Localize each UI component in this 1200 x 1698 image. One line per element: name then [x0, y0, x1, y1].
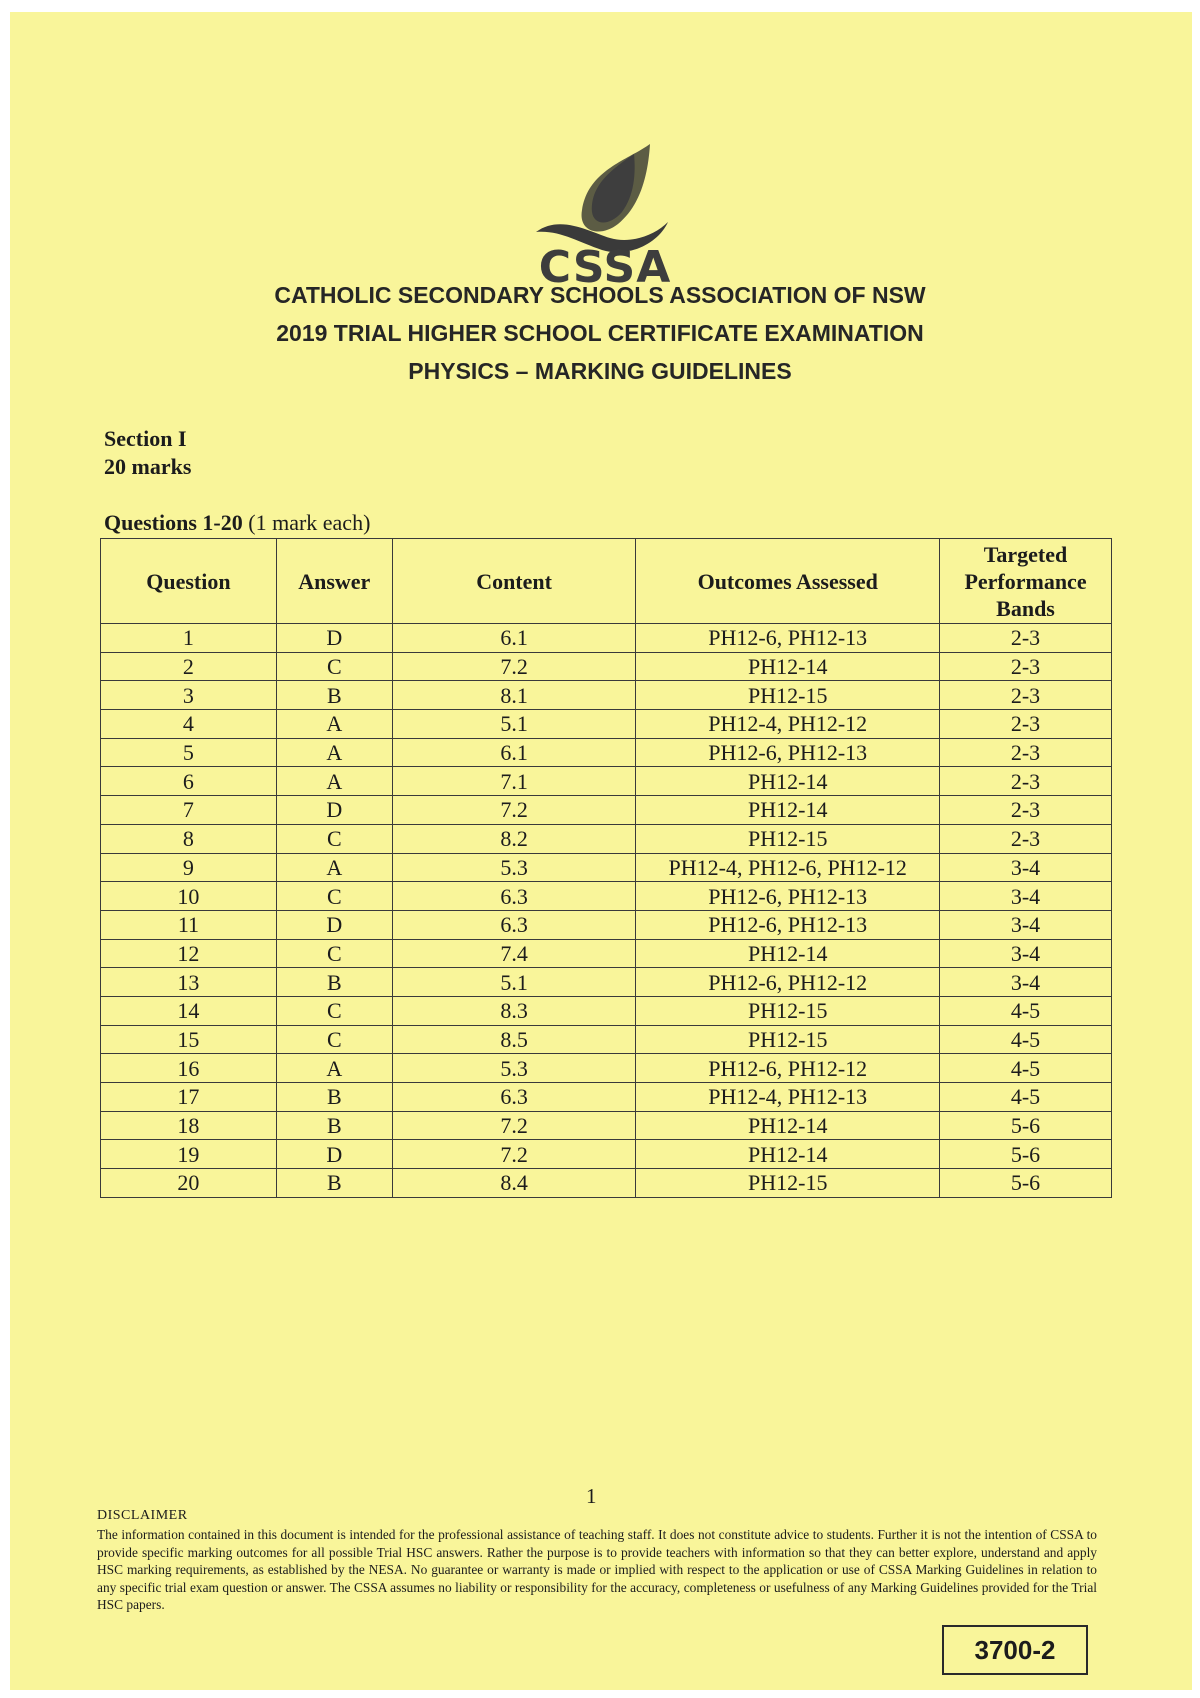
logo-wordmark: CSSA: [538, 242, 672, 293]
question-cell: 2: [101, 652, 277, 681]
content-cell: 7.2: [392, 796, 636, 825]
answer-cell: C: [276, 939, 392, 968]
content-cell: 8.4: [392, 1169, 636, 1198]
content-cell: 6.1: [392, 624, 636, 653]
header-content: Content: [392, 539, 636, 624]
bands-cell: 5-6: [940, 1169, 1112, 1198]
questions-caption: [104, 510, 370, 536]
answer-cell: B: [276, 968, 392, 997]
content-cell: 7.1: [392, 767, 636, 796]
answer-cell: A: [276, 738, 392, 767]
question-cell: 15: [101, 1025, 277, 1054]
outcomes-cell: PH12-4, PH12-12: [636, 710, 940, 739]
content-cell: 7.4: [392, 939, 636, 968]
outcomes-cell: PH12-4, PH12-6, PH12-12: [636, 853, 940, 882]
content-cell: 6.3: [392, 882, 636, 911]
table-row: [101, 939, 1112, 968]
answer-cell: C: [276, 996, 392, 1025]
question-cell: 11: [101, 910, 277, 939]
answer-cell: D: [276, 624, 392, 653]
content-cell: 5.1: [392, 968, 636, 997]
content-cell: 5.3: [392, 1054, 636, 1083]
content-cell: 6.3: [392, 910, 636, 939]
content-cell: 7.2: [392, 1111, 636, 1140]
table-row: [101, 1025, 1112, 1054]
outcomes-cell: PH12-15: [636, 996, 940, 1025]
bands-cell: 4-5: [940, 1054, 1112, 1083]
bands-cell: 3-4: [940, 939, 1112, 968]
questions-mark-note: (1 mark each): [242, 510, 371, 535]
disclaimer-text: The information contained in this document is intended for the professional assistance of teaching staff. It does not constitute advice to students. Further it is not the intention of CSSA to provide specific marking outcomes for all possible Trial HSC answers. Rather the purpose is to provide teachers with information so that they can better explore, understand and apply HSC marking requirements, as established by the NESA. No guarantee or warranty is made or implied with respect to the application or use of CSSA Marking Guidelines in relation to any specific trial exam question or answer. The CSSA assumes no liability or responsibility for the accuracy, completeness or usefulness of any Marking Guidelines provided for the Trial HSC papers.: [97, 1527, 1097, 1612]
section-heading: [104, 425, 191, 481]
table-row: [101, 1054, 1112, 1083]
outcomes-cell: PH12-4, PH12-13: [636, 1083, 940, 1112]
table-row: [101, 710, 1112, 739]
table-row: [101, 681, 1112, 710]
question-cell: 10: [101, 882, 277, 911]
question-cell: 5: [101, 738, 277, 767]
bands-cell: 2-3: [940, 824, 1112, 853]
answer-cell: A: [276, 710, 392, 739]
answer-cell: A: [276, 767, 392, 796]
disclaimer-title: DISCLAIMER: [97, 1508, 188, 1523]
answer-cell: C: [276, 652, 392, 681]
answer-cell: C: [276, 824, 392, 853]
question-cell: 14: [101, 996, 277, 1025]
marking-table: [100, 538, 1112, 1198]
answer-cell: A: [276, 853, 392, 882]
bands-cell: 3-4: [940, 882, 1112, 911]
table-header-row: [101, 539, 1112, 624]
content-cell: 5.1: [392, 710, 636, 739]
table-row: [101, 882, 1112, 911]
table-row: [101, 1140, 1112, 1169]
answer-cell: D: [276, 1140, 392, 1169]
section-marks: 20 marks: [104, 454, 192, 479]
table-row: [101, 652, 1112, 681]
question-cell: 6: [101, 767, 277, 796]
bands-cell: 2-3: [940, 681, 1112, 710]
bands-cell: 2-3: [940, 624, 1112, 653]
outcomes-cell: PH12-15: [636, 824, 940, 853]
table-row: [101, 624, 1112, 653]
header-question: Question: [101, 539, 277, 624]
bands-cell: 4-5: [940, 1025, 1112, 1054]
answer-cell: C: [276, 882, 392, 911]
table-row: [101, 1083, 1112, 1112]
table-row: [101, 738, 1112, 767]
table-row: [101, 767, 1112, 796]
table-row: [101, 796, 1112, 825]
outcomes-cell: PH12-14: [636, 652, 940, 681]
question-cell: 17: [101, 1083, 277, 1112]
answer-cell: D: [276, 796, 392, 825]
answer-cell: A: [276, 1054, 392, 1083]
content-cell: 7.2: [392, 1140, 636, 1169]
bands-cell: 2-3: [940, 710, 1112, 739]
question-cell: 7: [101, 796, 277, 825]
bands-cell: 2-3: [940, 738, 1112, 767]
content-cell: 8.5: [392, 1025, 636, 1054]
document-title: PHYSICS – MARKING GUIDELINES: [408, 358, 792, 384]
answer-cell: C: [276, 1025, 392, 1054]
table-row: [101, 996, 1112, 1025]
outcomes-cell: PH12-15: [636, 1169, 940, 1198]
bands-cell: 3-4: [940, 853, 1112, 882]
question-cell: 1: [101, 624, 277, 653]
bands-cell: 2-3: [940, 767, 1112, 796]
outcomes-cell: PH12-14: [636, 1140, 940, 1169]
table-row: [101, 968, 1112, 997]
outcomes-cell: PH12-14: [636, 767, 940, 796]
bands-cell: 2-3: [940, 796, 1112, 825]
exam-title: 2019 TRIAL HIGHER SCHOOL CERTIFICATE EXAMINATION: [276, 320, 924, 346]
bands-cell: 5-6: [940, 1140, 1112, 1169]
outcomes-cell: PH12-6, PH12-12: [636, 1054, 940, 1083]
content-cell: 5.3: [392, 853, 636, 882]
page-number: 1: [586, 1484, 597, 1508]
question-cell: 4: [101, 710, 277, 739]
answer-cell: B: [276, 1169, 392, 1198]
answer-cell: B: [276, 1083, 392, 1112]
question-cell: 12: [101, 939, 277, 968]
question-cell: 13: [101, 968, 277, 997]
outcomes-cell: PH12-6, PH12-13: [636, 738, 940, 767]
question-cell: 3: [101, 681, 277, 710]
outcomes-cell: PH12-14: [636, 939, 940, 968]
bands-cell: 3-4: [940, 910, 1112, 939]
bands-cell: 2-3: [940, 652, 1112, 681]
association-title: CATHOLIC SECONDARY SCHOOLS ASSOCIATION OF NSW: [274, 282, 926, 308]
table-row: [101, 1169, 1112, 1198]
question-cell: 9: [101, 853, 277, 882]
header-bands: Targeted Performance Bands: [940, 539, 1112, 624]
question-cell: 19: [101, 1140, 277, 1169]
outcomes-cell: PH12-14: [636, 796, 940, 825]
outcomes-cell: PH12-6, PH12-13: [636, 882, 940, 911]
bands-cell: 4-5: [940, 1083, 1112, 1112]
outcomes-cell: PH12-6, PH12-13: [636, 624, 940, 653]
header-answer: Answer: [276, 539, 392, 624]
question-cell: 20: [101, 1169, 277, 1198]
outcomes-cell: PH12-6, PH12-13: [636, 910, 940, 939]
outcomes-cell: PH12-15: [636, 681, 940, 710]
outcomes-cell: PH12-6, PH12-12: [636, 968, 940, 997]
content-cell: 8.1: [392, 681, 636, 710]
bands-cell: 4-5: [940, 996, 1112, 1025]
table-row: [101, 910, 1112, 939]
questions-range: Questions 1-20: [104, 510, 243, 535]
question-cell: 8: [101, 824, 277, 853]
question-cell: 18: [101, 1111, 277, 1140]
section-title: Section I: [104, 426, 187, 451]
table-row: [101, 853, 1112, 882]
document-code: 3700-2: [942, 1625, 1088, 1675]
answer-cell: B: [276, 681, 392, 710]
header-outcomes: Outcomes Assessed: [636, 539, 940, 624]
question-cell: 16: [101, 1054, 277, 1083]
outcomes-cell: PH12-15: [636, 1025, 940, 1054]
content-cell: 6.1: [392, 738, 636, 767]
content-cell: 6.3: [392, 1083, 636, 1112]
bands-cell: 3-4: [940, 968, 1112, 997]
outcomes-cell: PH12-14: [636, 1111, 940, 1140]
table-row: [101, 1111, 1112, 1140]
answer-cell: D: [276, 910, 392, 939]
bands-cell: 5-6: [940, 1111, 1112, 1140]
content-cell: 7.2: [392, 652, 636, 681]
content-cell: 8.3: [392, 996, 636, 1025]
content-cell: 8.2: [392, 824, 636, 853]
answer-cell: B: [276, 1111, 392, 1140]
table-row: [101, 824, 1112, 853]
